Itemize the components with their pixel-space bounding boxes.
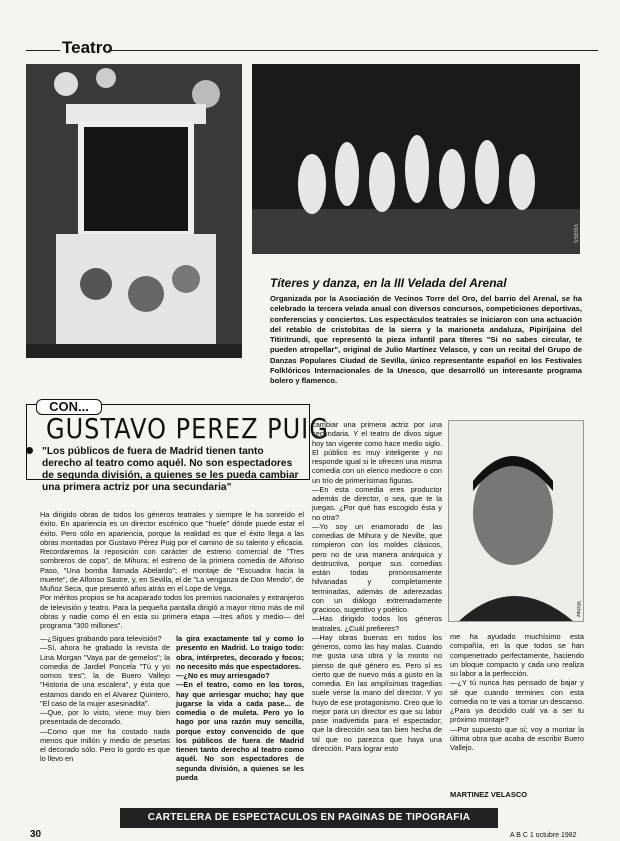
author-signature: MARTINEZ VELASCO	[450, 790, 528, 799]
interview-intro	[40, 510, 304, 630]
interview-column-3: cambiar una primera actriz por una secundaria. Y el teatro de divos sigue hoy tan vigente como hace medio siglo. El público es muy inteligente y no responde igual si le ofrecen una misma comedia con un elenco mediocre o con un trío de primerísimas figuras. —En esta comedia eres productor además de director, o sea, que te la juegas. ¿Por qué has escogido ésta y no otra? —Yo soy un enamorado de las comedias de Mihura y de Neville, que rompieron con los moldes clásicos, pero no de una manera anárquica y destructiva, porque sus comedias están todas primorosamente hilvanadas y completamente terminadas, además de aderezadas con un diálogo extremadamente gracioso, sugestivo y poético. —Has dirigido todos los géneros teatrales. ¿Cuál prefieres? —Hay obras buenas en todos los géneros, como las hay malas. Cuando me gusta una obra y la monto no pienso de qué género es. Pero sí es cierto que de nuevo más a gusto en la comedia. En las amplísimas tragedias suele verse la mano del director. Y yo huyo de ese protagonismo. Creo que lo mejor para un director es que su labor pase inadvertida para el espectador; que la dirección sea tan bien hecha de tal que no parezca que haya una dirección. Para lograr esto	[312, 420, 442, 753]
caption-text: Organizada por la Asociación de Vecinos Torre del Oro, del barrio del Arenal, se ha celebrado la tercera velada anual con diversos concursos, competiciones deportivas, conferencias y conciertos. Los espectáculos teatrales se iniciaron con una actuación del retablo de cristobitas de la sierra y la marioneta andaluza, Pipirijaina del Titiritrundi, que representó la pieza infantil para títeres "Si no sabes circular, te pueden atropellar", original de Julio Martínez Velasco, y con un recital del Grupo de Danzas Populares Ciudad de Sevilla, único representante español en los Festivales Folklóricos Internacionales de la Unesco, que desarrolló un interesante programa bolero y flamenco.	[270, 294, 582, 386]
page-footer: A B C 1 octubre 1982	[510, 832, 577, 839]
interview-headline: GUSTAVO PEREZ PUIG	[46, 412, 329, 446]
interview-column-1: —¿Sigues grabando para televisión? —Sí, ahora he grabado la revista de Lina Morgan "Vaya par de gemelos"; la comedia de Jardiel Poncela "Tú y yo somos tres"; la de Buero Vallejo "Historia de una escalera", y ésta que estamos dando en el Alvarez Quintero, "El caso de la mujer asesinadita". —Que, por lo visto, viene muy bien presentada de decorado. —Como que me ha costado nada menos que millón y medio de pesetas el decorado sólo. Pero lo gordo es que lo llevo en	[40, 634, 170, 764]
interview-kicker: "Los públicos de fuera de Madrid tienen tanto derecho al teatro como aquél. No son espectadores de segunda división, a quienes se les pueda cambiar una primera actriz por una secundaria"	[42, 446, 299, 493]
photo-credit: VIGRES	[572, 224, 578, 243]
page-number: 30	[30, 829, 42, 840]
portrait-photo	[448, 420, 584, 622]
caption-title: Títeres y danza, en la III Velada del Arenal	[270, 276, 507, 290]
interview-column-4: me ha ayudado muchísimo esta compañía, en la que todos se han compenetrado perfectamente, haciendo un bloque compacto y cada uno realiza su labor a la perfección. —¿Y tú nunca has pensado de bajar y sé que cuando termines con esta comedia no te vas a tomar un descanso. ¿Para ya decidido cuál va a ser tu próximo montaje? —Por supuesto que sí; voy a montar la última obra que acaba de escribir Buero Vallejo.	[450, 632, 584, 752]
section-rule-left	[26, 50, 60, 51]
listings-banner: CARTELERA DE ESPECTACULOS EN PAGINAS DE TIPOGRAFIA	[120, 808, 498, 828]
portrait-illustration	[449, 421, 583, 621]
section-rule-right	[108, 50, 598, 51]
kicker-bullet	[26, 447, 33, 454]
interview-column-2: la gira exactamente tal y como lo presento en Madrid. Lo traigo todo: obra, intérpretes, decorado y focos; no necesito más que espectadores. —¿No es muy arriesgado? —En el teatro, como en los toros, hay que arriesgar mucho; hay que jugarse la vida a cada pase... de comedia o de muleta. Pero yo lo hago por una razón muy sencilla, porque estoy convencido de que los públicos de fuera de Madrid tienen tanto derecho al teatro como aquél. No son espectadores de segunda división, a quienes se les pueda	[176, 634, 304, 782]
con-label: CON...	[36, 399, 102, 415]
section-title: Teatro	[62, 38, 113, 57]
puppet-theatre-photo	[26, 64, 242, 358]
puppet-theatre-illustration	[26, 64, 242, 358]
dance-photo	[252, 64, 580, 254]
dancers-illustration	[252, 64, 580, 254]
portrait-credit: Vilchez	[575, 600, 581, 617]
intro-paragraph-2: Por méritos propios se ha acaparado todos los premios nacionales y extranjeros de televisión y teatro. Para la pequeña pantalla dirigió a mayor ritmo más de mil obras y nadie como él en esta su primera etapa —tres años y medio— del programa "300 millones".	[40, 593, 304, 630]
intro-paragraph-1: Ha dirigido obras de todos los géneros teatrales y siempre le ha sonreído el éxito. En apariencia es un director escénico que "huele" dónde puede estar el éxito. Pero sólo en apariencia, porque la realidad es que el éxito llega a las obras montadas por Gustavo Pérez Puig por el camino de su talento y eficacia. Recordaremos la reposición con carácter de estreno comercial de "Tres sombreros de copa", de Mihura; el estreno de la primera comedia de Alfonso Paso, "Una bomba llamada Abelardo"; el montaje de "Escuadra hacia la muerte", de Alfonso Sastre, y, en Sevilla, el de "La venganza de Don Mendo", de Muñoz Seca, que presentó años atrás en el Lope de Vega.	[40, 510, 304, 593]
